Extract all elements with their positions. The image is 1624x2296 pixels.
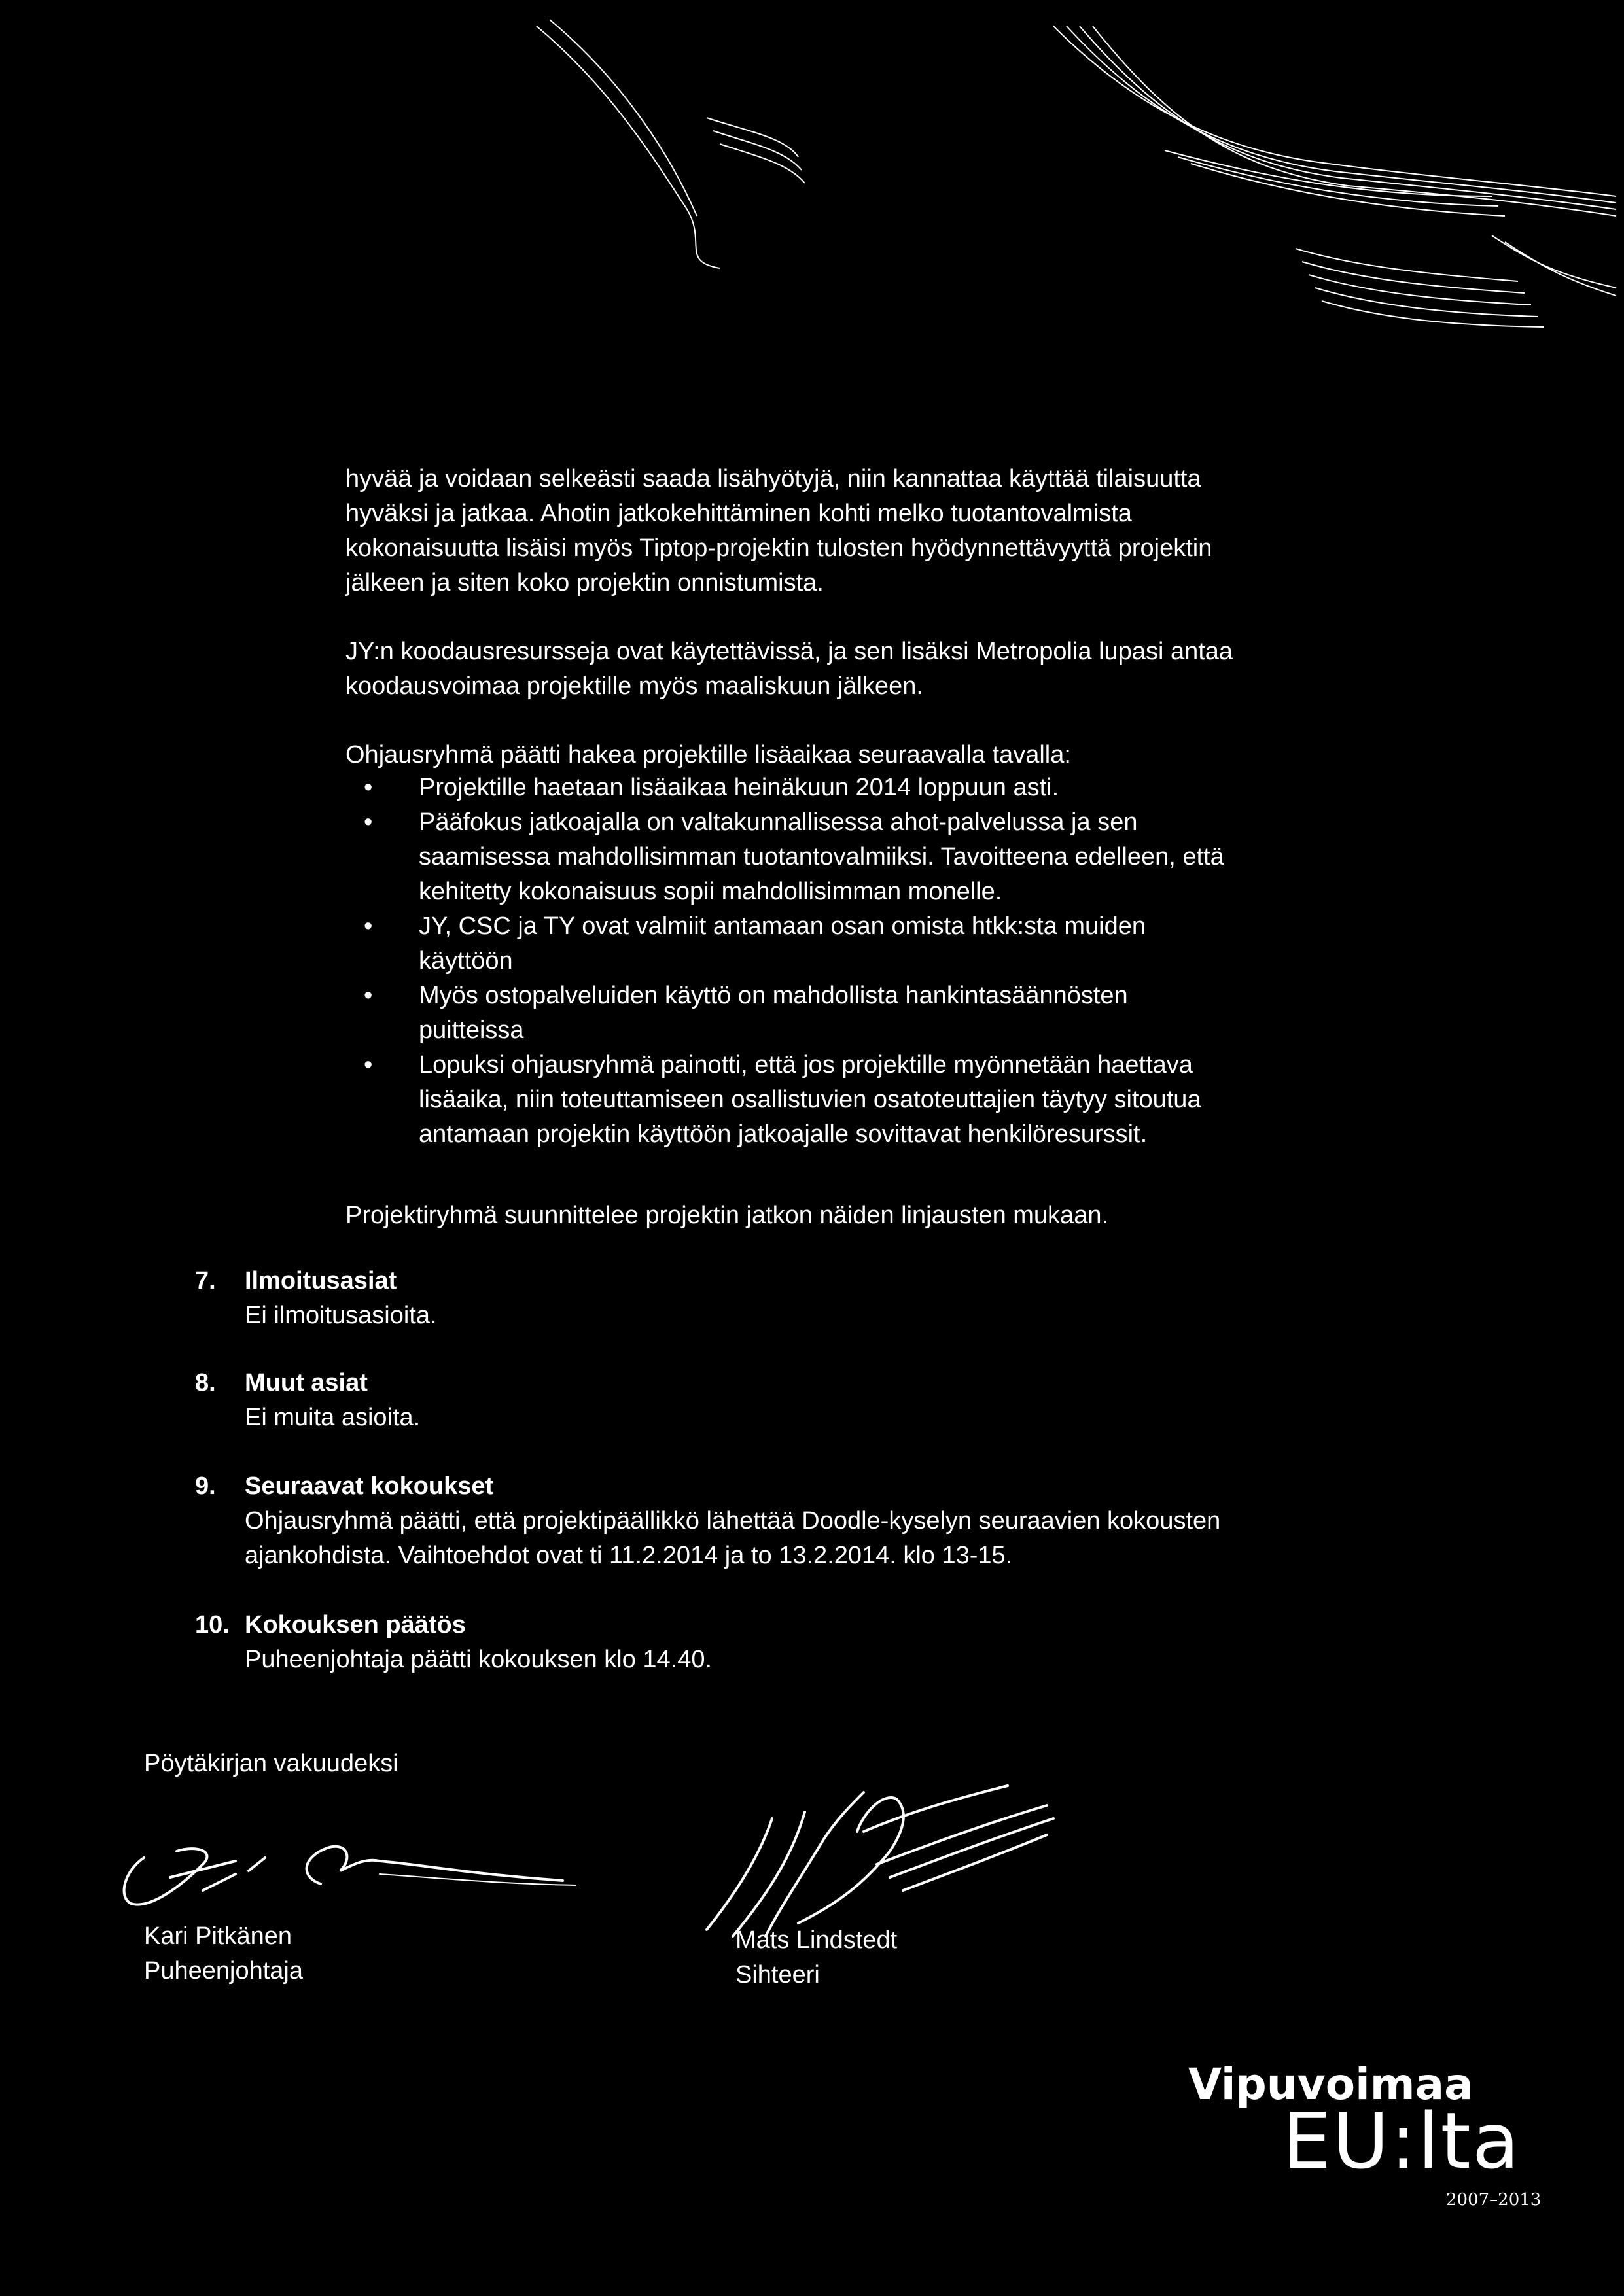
text-line: kokonaisuutta lisäisi myös Tiptop-projektin tulosten hyödynnettävyyttä projektin [345, 534, 1212, 562]
section-body: Ohjausryhmä päätti, että projektipäällikkö lähettää Doodle-kyselyn seuraavien kokousten [245, 1507, 1221, 1535]
logo-line-2: EU:lta [1282, 2096, 1521, 2186]
bullet-item [364, 979, 1492, 1048]
text-line: lisäaika, niin toteuttamiseen osallistuvien osatoteuttajien täytyy sitoutua [419, 1086, 1201, 1113]
section-8 [245, 1366, 420, 1435]
section-title: Ilmoitusasiat [245, 1267, 397, 1295]
section-number: 9. [195, 1472, 216, 1500]
text-line: koodausvoimaa projektille myös maaliskuun jälkeen. [345, 672, 923, 700]
section-number: 8. [195, 1369, 216, 1397]
bullet-item [364, 1048, 1492, 1152]
section-title: Kokouksen päätös [245, 1611, 466, 1639]
bullet-icon: • [364, 982, 373, 1009]
decision-bullet-list [364, 771, 1492, 1152]
logo-line-1: Vipuvoimaa [1188, 2059, 1474, 2110]
text-line: hyvää ja voidaan selkeästi saada lisähyötyjä, niin kannattaa käyttää tilaisuutta [345, 465, 1201, 493]
section-9 [245, 1469, 1220, 1573]
signatory-role: Puheenjohtaja [144, 1957, 303, 1985]
intro-paragraph-1 [345, 462, 1212, 600]
text-line: JY, CSC ja TY ovat valmiit antamaan osan omista htkk:sta muiden [419, 913, 1146, 940]
text-line: antamaan projektin käyttöön jatkoajalle sovittavat henkilöresurssit. [419, 1121, 1148, 1148]
signatory-role: Sihteeri [735, 1961, 820, 1989]
text-line: Lopuksi ohjausryhmä painotti, että jos projektille myönnetään haettava [419, 1051, 1193, 1079]
bullet-icon: • [364, 913, 373, 940]
signatory-name: Mats Lindstedt [735, 1926, 898, 1954]
text-line: Myös ostopalveluiden käyttö on mahdollista hankintasäännösten [419, 982, 1128, 1009]
section-number: 7. [195, 1267, 216, 1295]
text-line: Projektiryhmä suunnittelee projektin jatkon näiden linjausten mukaan. [345, 1202, 1109, 1229]
signatory-name: Kari Pitkänen [144, 1922, 292, 1950]
text-line: saamisessa mahdollisimman tuotantovalmiiksi. Tavoitteena edelleen, että [419, 843, 1224, 871]
eu-logo [1184, 2059, 1551, 2216]
text-line: JY:n koodausresursseja ovat käytettävissä, ja sen lisäksi Metropolia lupasi antaa [345, 638, 1233, 665]
section-7 [245, 1264, 437, 1333]
logo-years: 2007–2013 [1446, 2190, 1542, 2210]
text-line: Projektille haetaan lisäaikaa heinäkuun 2014 loppuun asti. [419, 774, 1059, 801]
bullet-item [364, 909, 1492, 979]
signatory-right [735, 1923, 897, 1992]
text-line: käyttöön [419, 947, 513, 975]
bullet-icon: • [364, 774, 373, 801]
bullet-icon: • [364, 1051, 373, 1079]
section-body: ajankohdista. Vaihtoehdot ovat ti 11.2.2014 ja to 13.2.2014. klo 13-15. [245, 1542, 1013, 1569]
section-number: 10. [195, 1611, 230, 1639]
decorative-ornament [510, 0, 1623, 340]
section-body: Ei muita asioita. [245, 1404, 421, 1431]
signatory-left [144, 1919, 303, 1989]
bullet-item [364, 771, 1492, 805]
text-line: Ohjausryhmä päätti hakea projektille lisäaikaa seuraavalla tavalla: [345, 741, 1071, 769]
section-title: Muut asiat [245, 1369, 368, 1397]
section-10 [245, 1608, 712, 1677]
text-line: hyväksi ja jatkaa. Ahotin jatkokehittäminen kohti melko tuotantovalmista [345, 500, 1132, 527]
text-line: Pääfokus jatkoajalla on valtakunnallisessa ahot-palvelussa ja sen [419, 809, 1138, 836]
text-line: kehitetty kokonaisuus sopii mahdollisimman monelle. [419, 878, 1002, 905]
section-body: Ei ilmoitusasioita. [245, 1302, 437, 1329]
signature-heading: Pöytäkirjan vakuudeksi [144, 1750, 398, 1777]
bullet-item [364, 805, 1492, 909]
text-line: jälkeen ja siten koko projektin onnistumista. [345, 569, 824, 597]
section-title: Seuraavat kokoukset [245, 1472, 494, 1500]
intro-paragraph-2 [345, 635, 1233, 704]
planning-paragraph [345, 1198, 1108, 1233]
intro-paragraph-3 [345, 738, 1071, 773]
text-line: puitteissa [419, 1017, 524, 1044]
section-body: Puheenjohtaja päätti kokouksen klo 14.40. [245, 1646, 713, 1673]
bullet-icon: • [364, 809, 373, 836]
